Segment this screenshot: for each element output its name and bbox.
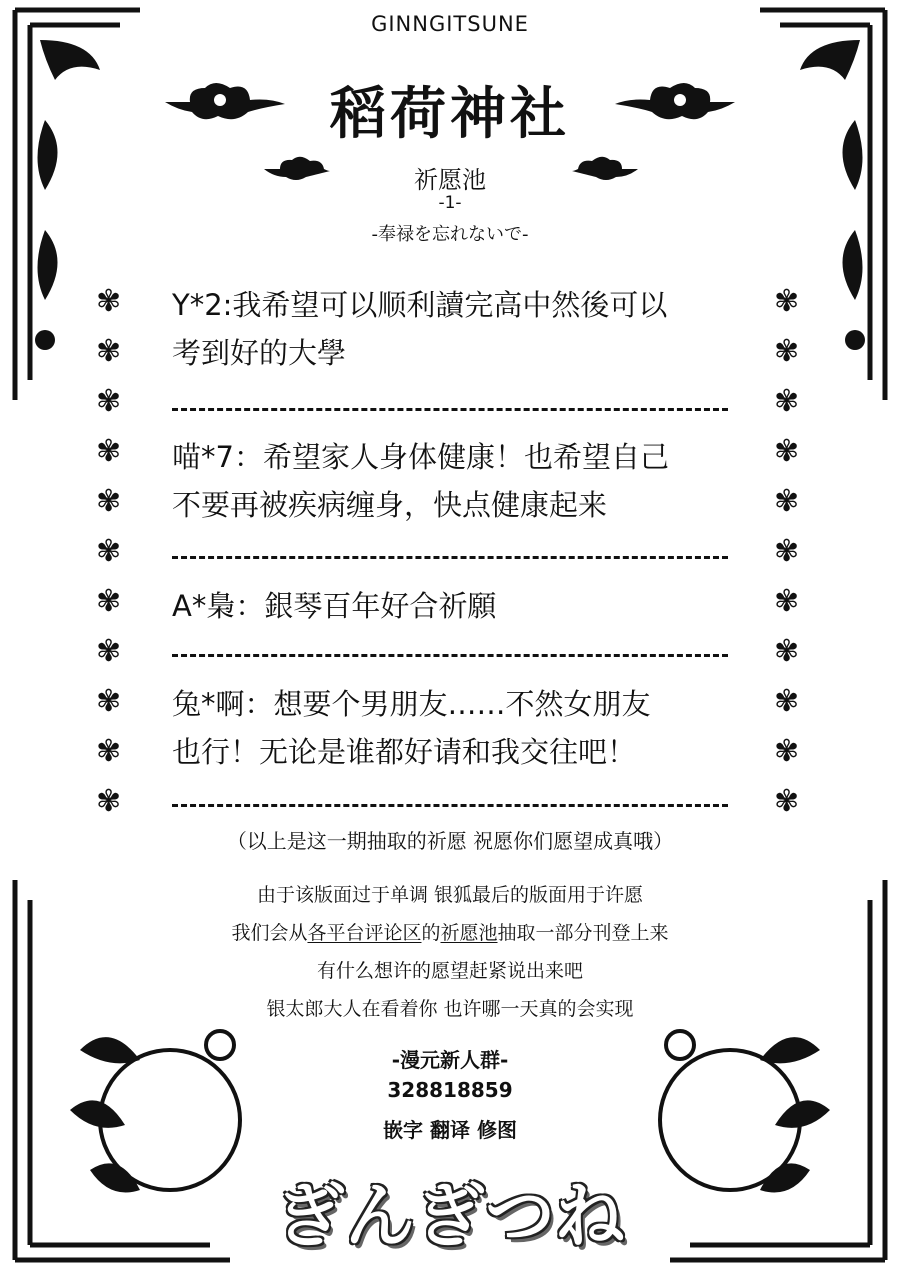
note-fragment-underlined: 各平台评论区 bbox=[307, 922, 422, 944]
note-fragment: 我们会从 bbox=[231, 922, 308, 944]
flower-icon: ✾ bbox=[96, 684, 122, 719]
flower-icon: ✾ bbox=[774, 784, 800, 819]
dashed-divider bbox=[172, 408, 728, 411]
frame-ornament-top-right bbox=[750, 0, 900, 420]
flower-icon: ✾ bbox=[96, 784, 122, 819]
brand-name: GINNGITSUNE bbox=[371, 12, 529, 36]
tagline: -奉禄を忘れないで- bbox=[371, 224, 529, 245]
page-title: 稻荷神社 bbox=[330, 82, 570, 147]
note-line: 由于该版面过于单调 银狐最后的版面用于许愿 bbox=[256, 884, 644, 906]
wish-entry bbox=[172, 680, 732, 776]
wish-line: 也行！无论是谁都好请和我交往吧！ bbox=[172, 735, 637, 769]
flower-icon: ✾ bbox=[774, 484, 800, 519]
wish-line: 兔*啊：想要个男朋友……不然女朋友 bbox=[172, 687, 651, 721]
flower-icon: ✾ bbox=[774, 284, 800, 319]
subtitle: 祈愿池 bbox=[414, 166, 486, 194]
dashed-divider bbox=[172, 654, 728, 657]
dashed-divider bbox=[172, 556, 728, 559]
flower-icon: ✾ bbox=[96, 534, 122, 569]
flower-icon: ✾ bbox=[774, 634, 800, 669]
flower-icon: ✾ bbox=[774, 684, 800, 719]
flower-icon: ✾ bbox=[96, 334, 122, 369]
group-title: -漫元新人群- bbox=[391, 1048, 509, 1072]
series-logo: ぎんぎつね bbox=[275, 1175, 625, 1257]
cloud-ornament-small-right bbox=[570, 155, 640, 183]
note-fragment: 抽取一部分刊登上来 bbox=[497, 922, 669, 944]
flower-icon: ✾ bbox=[774, 384, 800, 419]
flower-icon: ✾ bbox=[96, 434, 122, 469]
cloud-ornament-small-left bbox=[262, 155, 332, 183]
cloud-ornament-right bbox=[610, 80, 740, 125]
flower-icon: ✾ bbox=[96, 284, 122, 319]
flower-icon: ✾ bbox=[96, 484, 122, 519]
note-line: 银太郎大人在看着你 也许哪一天真的会实现 bbox=[266, 998, 634, 1020]
group-roles: 嵌字 翻译 修图 bbox=[383, 1118, 517, 1142]
wish-entry bbox=[172, 281, 732, 377]
dashed-divider bbox=[172, 804, 728, 807]
cloud-ornament-left bbox=[160, 80, 290, 125]
flower-icon: ✾ bbox=[96, 384, 122, 419]
wish-line: A*梟：銀琴百年好合祈願 bbox=[172, 589, 497, 623]
wish-line: 考到好的大學 bbox=[172, 336, 347, 370]
note-line: 有什么想许的愿望赶紧说出来吧 bbox=[316, 960, 583, 982]
flower-icon: ✾ bbox=[774, 334, 800, 369]
chapter-number: -1- bbox=[438, 193, 462, 213]
note-fragment-underlined: 祈愿池 bbox=[440, 922, 498, 944]
flower-icon: ✾ bbox=[96, 734, 122, 769]
wish-entry bbox=[172, 582, 732, 630]
note-fragment: 的 bbox=[421, 922, 441, 944]
frame-ornament-top-left bbox=[0, 0, 150, 420]
wish-entry bbox=[172, 433, 732, 529]
wish-line: Y*2:我希望可以顺利讀完高中然後可以 bbox=[172, 288, 668, 322]
flower-icon: ✾ bbox=[774, 434, 800, 469]
flower-icon: ✾ bbox=[96, 584, 122, 619]
wish-line: 不要再被疾病缠身，快点健康起来 bbox=[172, 488, 608, 522]
flower-icon: ✾ bbox=[774, 584, 800, 619]
note-line bbox=[0, 918, 900, 945]
group-number: 328818859 bbox=[387, 1078, 513, 1102]
flower-icon: ✾ bbox=[774, 534, 800, 569]
summary-text: （以上是这一期抽取的祈愿 祝愿你们愿望成真哦） bbox=[226, 829, 674, 853]
flower-icon: ✾ bbox=[96, 634, 122, 669]
wish-line: 喵*7：希望家人身体健康！也希望自己 bbox=[172, 440, 669, 474]
flower-icon: ✾ bbox=[774, 734, 800, 769]
